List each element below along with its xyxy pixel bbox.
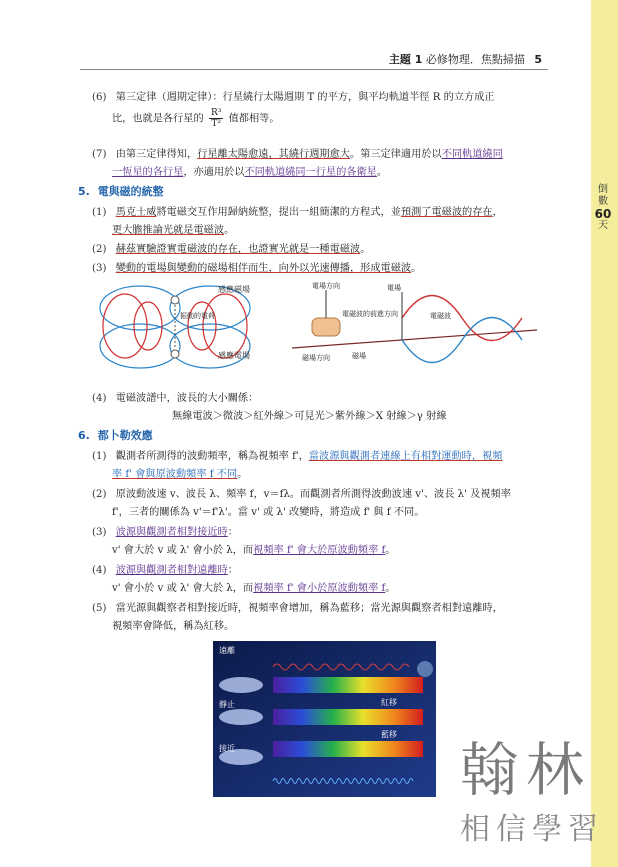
item-7-line-2 <box>112 163 387 178</box>
item-text: 波源與觀測者相對接近時 <box>115 527 228 538</box>
fig1-label-induced-magnetic: 感應磁場 <box>218 285 250 294</box>
item-text: ： <box>227 527 238 538</box>
frac-denominator: T² <box>211 119 221 129</box>
doppler-shift-figure <box>213 641 436 797</box>
s6-1-line-2 <box>112 465 247 480</box>
countdown-char: 天 <box>598 220 608 231</box>
item-text: 。第三定律適用於以 <box>350 149 442 160</box>
item-number: (3) <box>92 263 107 274</box>
fig3-label-static: 靜止 <box>219 700 235 709</box>
item-text: 不同軌道繞同一行星的各衛星 <box>244 167 377 178</box>
item-7-line-1 <box>92 145 503 160</box>
item-number: (6) <box>92 92 107 103</box>
item-text: 觀測者所測得的波動頻率，稱為視頻率 f'， <box>115 451 309 462</box>
item-text: 原波動波速 v、波長 λ、頻率 f，v＝fλ。而觀測者所測得波動波速 v'、波長 λ' 及視頻率 <box>115 489 511 500</box>
item-text: 。 <box>237 469 248 480</box>
item-text: 。 <box>385 545 396 556</box>
item-text: 更大膽推論光就是電磁波 <box>112 225 225 236</box>
header-rule <box>80 69 548 70</box>
s5-4-line-2 <box>172 407 447 422</box>
s6-1-line-1 <box>92 447 502 462</box>
countdown-char: 倒 <box>598 184 608 195</box>
item-text: 當波源與觀測者連線上有相對運動時，視頻 <box>308 451 503 462</box>
logo-text-sub: 相信學習 <box>460 812 604 847</box>
item-text: 。 <box>360 244 371 255</box>
s6-3-line-1 <box>92 523 238 538</box>
countdown-tab <box>592 184 614 242</box>
item-text: 預測了電磁波的存在 <box>400 207 493 218</box>
item-text: 。 <box>224 225 235 236</box>
item-text: 視頻率會降低，稱為紅移。 <box>112 621 235 632</box>
r-cubed-over-t-squared <box>209 108 223 129</box>
chapter-label: 主題 1 <box>388 53 423 66</box>
s5-2-line <box>92 240 370 255</box>
item-number: (1) <box>92 207 107 218</box>
item-number: (2) <box>92 489 107 500</box>
section-6-heading <box>78 427 153 443</box>
item-text: f'，三者的關係為 v'＝f'λ'。當 v' 或 λ' 改變時，將造成 f' 與 f 不同。 <box>112 507 425 518</box>
section-title: 電與磁的統整 <box>97 185 164 198</box>
fig1-label-charge: 振動的電荷 <box>180 312 215 320</box>
item-text: 。 <box>376 167 388 178</box>
spectrum-order: 無線電波＞微波＞紅外線＞可見光＞紫外線＞X 射線＞γ 射線 <box>172 411 447 422</box>
section-number: 6. <box>78 429 90 442</box>
item-number: (7) <box>92 149 107 160</box>
item-text: 。 <box>411 263 422 274</box>
item-text: 不同軌道繞同 <box>441 149 503 160</box>
item-text: 當光源與觀察者相對接近時，視頻率會增加，稱為藍移；當光源與觀察者相對遠離時， <box>115 603 503 614</box>
item-text: 由第三定律得知， <box>115 149 198 160</box>
fig3-label-receding: 遠離 <box>219 646 235 655</box>
countdown-days: 60 <box>594 207 612 221</box>
item-text: v' 會小於 v 或 λ' 會大於 λ，而 <box>112 583 254 594</box>
fig3-label-approach: 接近 <box>219 744 235 753</box>
em-wave-figure <box>282 278 544 374</box>
s5-3-line <box>92 259 421 274</box>
section-number: 5. <box>78 185 90 198</box>
item-text: 視頻率 f' 會大於原波動頻率 f <box>253 545 386 556</box>
item-6-line-1 <box>92 88 495 103</box>
fig2-label-e-direction: 電場方向 <box>312 282 340 290</box>
book-title: 必修物理．焦點掃描 <box>425 53 525 66</box>
item-text: ， <box>492 207 503 218</box>
item-number: (4) <box>92 565 107 576</box>
item-text: 行星離太陽愈遠，其繞行週期愈大 <box>197 149 350 160</box>
countdown-char: 數 <box>598 196 608 207</box>
fig2-label-e-field: 電場 <box>387 284 401 292</box>
item-text: 視頻率 f' 會小於原波動頻率 f <box>253 583 386 594</box>
fig2-label-b-direction: 磁場方向 <box>302 354 330 362</box>
s6-4-line-2 <box>112 579 395 594</box>
item-text: 變動的電場與變動的磁場相伴而生，向外以光速傳播，形成電磁波 <box>115 263 412 274</box>
item-text: v' 會大於 v 或 λ' 會小於 λ，而 <box>112 545 254 556</box>
s6-5-line-2 <box>112 617 234 632</box>
fig1-label-induced-electric: 感應電場 <box>218 351 250 360</box>
s5-4-line-1 <box>92 389 258 404</box>
fig3-label-blueshift: 藍移 <box>381 730 397 739</box>
fig2-label-b-field: 磁場 <box>352 352 366 360</box>
s6-5-line-1 <box>92 599 503 614</box>
section-title: 都卜勒效應 <box>97 429 153 442</box>
item-text: 值都相等。 <box>228 113 280 125</box>
item-number: (3) <box>92 527 107 538</box>
page-number: 5 <box>534 53 542 66</box>
hanlin-logo <box>460 736 604 848</box>
item-text: 率 f' 會與原波動頻率 f 不同 <box>112 469 238 480</box>
item-number: (2) <box>92 244 107 255</box>
item-number: (1) <box>92 451 107 462</box>
s5-1-line-2 <box>112 221 234 236</box>
item-number: (4) <box>92 393 107 404</box>
item-text: 波源與觀測者相對遠離時 <box>115 565 228 576</box>
item-text: 赫茲 <box>115 244 137 255</box>
logo-text-main: 翰林 <box>460 736 593 804</box>
item-text: 馬克士威 <box>115 207 157 218</box>
side-color-strip <box>591 0 618 867</box>
s6-2-line-2 <box>112 503 424 518</box>
item-text: ，亦適用於以 <box>183 167 245 178</box>
item-text: 比，也就是各行星的 <box>112 113 204 125</box>
item-text: 電磁波譜中，波長的大小關係： <box>115 393 259 404</box>
page-header <box>389 51 542 67</box>
item-number: (5) <box>92 603 107 614</box>
oscillating-charge-figure <box>90 278 260 374</box>
fig2-label-propagation: 電磁波的前進方向 <box>342 310 398 318</box>
s6-2-line-1 <box>92 485 511 500</box>
item-text: 第三定律（週期定律）：行星繞行太陽週期 T 的平方，與平均軌道半徑 R 的立方成正 <box>115 92 495 103</box>
s5-1-line-1 <box>92 203 503 218</box>
fig3-label-redshift: 紅移 <box>381 698 397 707</box>
item-text: 實驗證實電磁波的存在，也證實光就是一種電磁波 <box>136 244 361 255</box>
section-5-heading <box>78 183 164 199</box>
item-text: 。 <box>385 583 396 594</box>
item-text: ： <box>227 565 238 576</box>
item-text: 一恆星的各行星 <box>112 167 184 178</box>
s6-3-line-2 <box>112 541 395 556</box>
fig2-label-em-wave: 電磁波 <box>430 312 451 320</box>
s6-4-line-1 <box>92 561 238 576</box>
frac-numerator: R³ <box>210 108 222 118</box>
item-text: 將電磁交互作用歸納統整，提出一組簡潔的方程式，並 <box>156 207 401 218</box>
item-6-line-2 <box>112 108 280 129</box>
